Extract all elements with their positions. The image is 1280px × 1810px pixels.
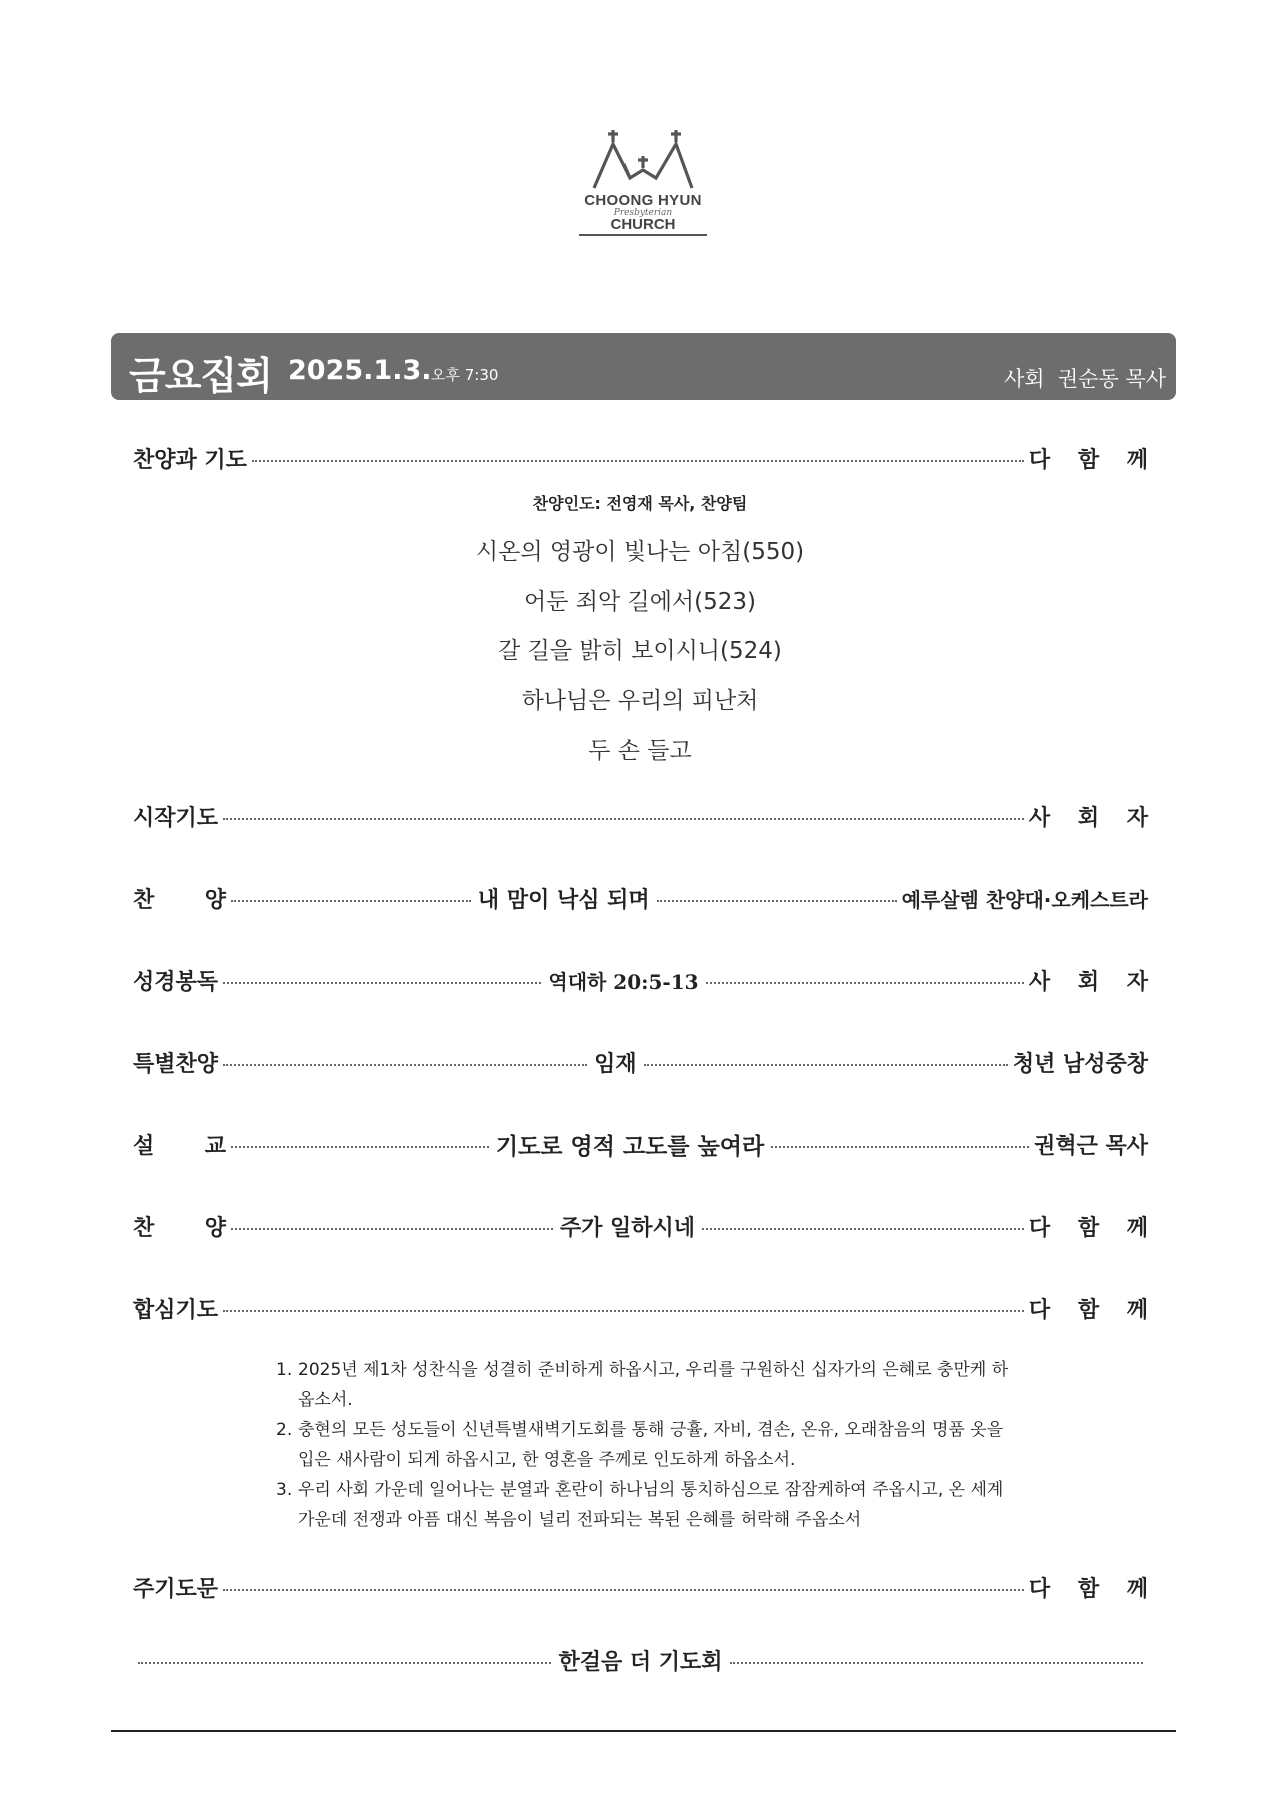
dot-leader — [730, 1662, 1143, 1664]
closing-line — [133, 1640, 1148, 1680]
logo-name: CHOONG HYUN — [584, 192, 702, 209]
service-title: 금요집회 — [129, 354, 272, 398]
closing-title: 한걸음 더 기도회 — [558, 1649, 723, 1675]
order-leader: 다 함 께 — [1028, 1576, 1158, 1602]
order-label: 특별찬양 — [133, 1051, 219, 1077]
order-label: 시작기도 — [133, 805, 219, 831]
order-item-sermon — [133, 1124, 1148, 1164]
order-leader: 다 함 께 — [1028, 1215, 1158, 1241]
order-title: 임재 — [594, 1051, 637, 1077]
order-item-lords-prayer — [133, 1567, 1158, 1607]
order-label: 찬양과 기도 — [133, 447, 247, 473]
logo-church: CHURCH — [610, 216, 676, 233]
prayer-item: 1. 2025년 제1차 성찬식을 성결히 준비하게 하옵시고, 우리를 구원하신 십자가의 은혜로 충만케 하옵소서. — [276, 1360, 1009, 1410]
prayer-item: 2. 충현의 모든 성도들이 신년특별새벽기도회를 통해 긍휼, 자비, 겸손, 온유, 오래참음의 명품 옷을 입은 새사람이 되게 하옵시고, 한 영혼을 주께로 인도하게 하옵소서. — [276, 1420, 1004, 1470]
order-leader: 청년 남성중창 — [1012, 1051, 1149, 1077]
service-time: 오후 7:30 — [431, 366, 499, 384]
church-logo — [575, 128, 711, 258]
order-title: 내 맘이 낙심 되며 — [477, 887, 650, 913]
order-leader: 다 함 께 — [1028, 447, 1158, 473]
order-leader: 사 회 자 — [1028, 805, 1158, 831]
order-label: 찬 양 — [133, 887, 226, 913]
song-item: 갈 길을 밝히 보이시니(524) — [498, 638, 782, 664]
dot-leader — [223, 1064, 587, 1066]
prayer-topics — [276, 1355, 1011, 1535]
church-steeples-icon — [588, 128, 698, 190]
dot-leader — [252, 460, 1024, 462]
order-item-praise-prayer — [133, 438, 1158, 478]
dot-leader — [231, 900, 471, 902]
order-leader: 권혁근 목사 — [1034, 1133, 1148, 1159]
order-title: 역대하 20:5-13 — [548, 969, 699, 994]
order-title: 주가 일하시네 — [559, 1215, 696, 1241]
dot-leader — [702, 1228, 1024, 1230]
order-label: 찬 양 — [133, 1215, 226, 1241]
order-item-unison-prayer — [133, 1288, 1158, 1328]
order-label: 주기도문 — [133, 1576, 219, 1602]
prayer-item: 3. 우리 사회 가운데 일어나는 분열과 혼란이 하나님의 통치하심으로 잠잠케하여 주옵시고, 온 세계 가운데 전쟁과 아픔 대신 복음이 널리 전파되는 복된 은혜를 허락해 주옵소서 — [276, 1480, 1004, 1530]
logo-underline — [579, 234, 707, 236]
order-leader: 다 함 께 — [1028, 1297, 1158, 1323]
dot-leader — [231, 1228, 553, 1230]
order-label: 합심기도 — [133, 1297, 219, 1323]
presider: 사회 권순동 목사 — [1003, 367, 1166, 391]
dot-leader — [706, 982, 1024, 984]
song-item: 두 손 들고 — [588, 738, 692, 764]
dot-leader — [231, 1146, 489, 1148]
order-item-special-music — [133, 1042, 1148, 1082]
order-label: 성경봉독 — [133, 969, 219, 995]
sermon-title: 기도로 영적 고도를 높여라 — [495, 1133, 765, 1160]
dot-leader — [644, 1064, 1008, 1066]
dot-leader — [657, 900, 897, 902]
service-date: 2025.1.3. — [288, 355, 432, 386]
dot-leader — [223, 1310, 1024, 1312]
service-header — [111, 333, 1176, 400]
order-label: 설 교 — [133, 1133, 226, 1159]
song-item: 하나님은 우리의 피난처 — [521, 688, 759, 714]
dot-leader — [223, 818, 1024, 820]
dot-leader — [138, 1662, 551, 1664]
order-leader: 예루살렘 찬양대·오케스트라 — [901, 887, 1148, 912]
song-item: 어둔 죄악 길에서(523) — [524, 589, 756, 615]
logo-subtitle: Presbyterian — [613, 208, 673, 218]
order-item-hymn-1 — [133, 878, 1148, 918]
order-item-opening-prayer — [133, 796, 1158, 836]
order-item-scripture — [133, 960, 1158, 1000]
order-leader: 사 회 자 — [1028, 969, 1158, 995]
order-item-hymn-2 — [133, 1206, 1158, 1246]
song-item: 시온의 영광이 빛나는 아침(550) — [475, 539, 805, 565]
dot-leader — [771, 1146, 1029, 1148]
dot-leader — [223, 982, 541, 984]
dot-leader — [223, 1589, 1024, 1591]
bottom-divider — [111, 1730, 1176, 1732]
worship-leader: 찬양인도: 전영재 목사, 찬양팀 — [532, 494, 748, 513]
